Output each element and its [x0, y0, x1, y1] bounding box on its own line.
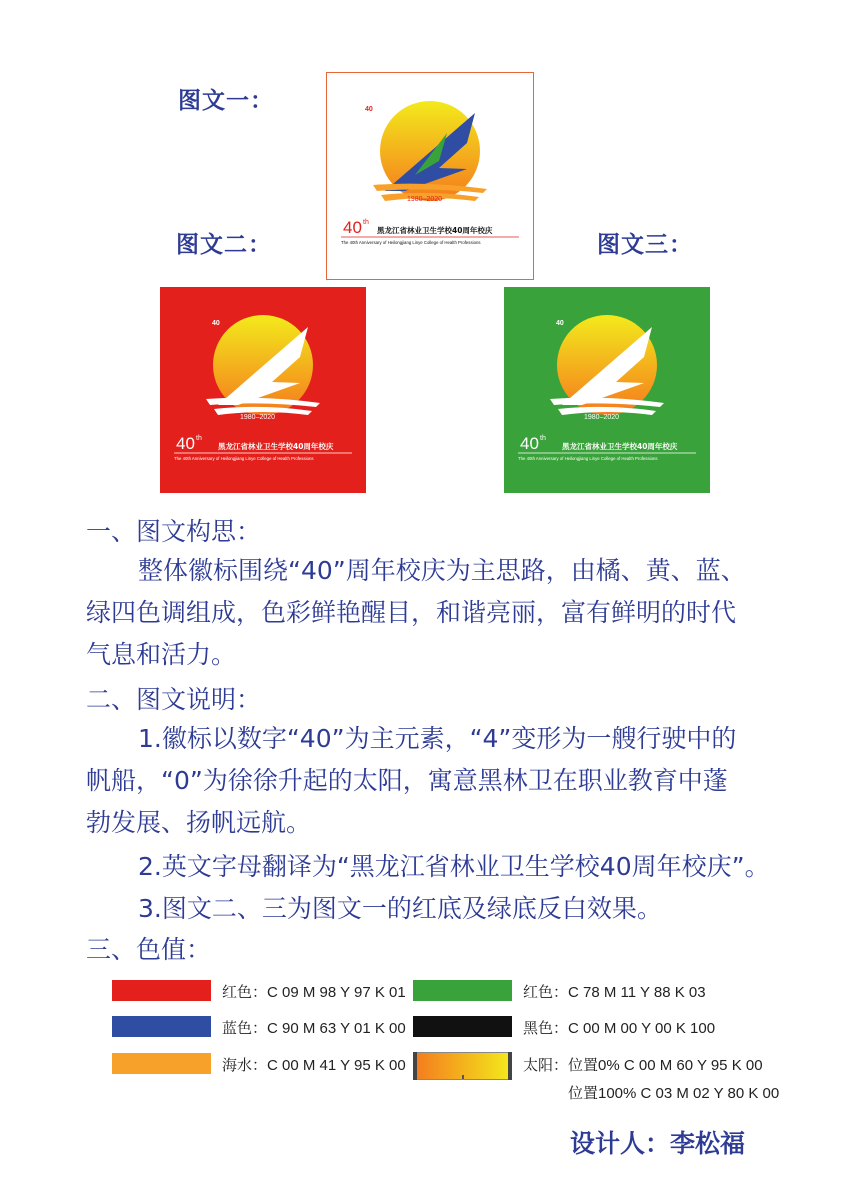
section-2-line: 2.英文字母翻译为“黑龙江省林业卫生学校40周年校庆”。 [138, 852, 770, 881]
section-1-line: 绿四色调组成，色彩鲜艳醒目，和谐亮丽，富有鲜明的时代 [86, 598, 737, 627]
designer-credit: 设计人：李松福 [570, 1129, 746, 1158]
swatch-blue-label: 蓝色：C 90 M 63 Y 01 K 00 [222, 1020, 406, 1037]
svg-text:1980–2020: 1980–2020 [240, 414, 276, 421]
swatch-sun-gradient [413, 1052, 512, 1080]
svg-text:1980–2020: 1980–2020 [584, 414, 620, 421]
section-2-line: 帆船，“0”为徐徐升起的太阳，寓意黑林卫在职业教育中蓬 [86, 766, 728, 795]
svg-text:th: th [540, 435, 546, 442]
swatch-green-label: 红色：C 78 M 11 Y 88 K 03 [523, 984, 706, 1001]
section-1-title: 一、图文构思： [86, 517, 262, 546]
svg-text:40: 40 [343, 218, 362, 237]
section-2-line: 3.图文二、三为图文一的红底及绿底反白效果。 [138, 894, 662, 923]
svg-text:th: th [196, 435, 202, 442]
swatch-sun-label-1: 太阳：位置0% C 00 M 60 Y 95 K 00 [523, 1057, 763, 1074]
swatch-sea-label: 海水：C 00 M 41 Y 95 K 00 [222, 1057, 406, 1074]
swatch-red-label: 红色：C 09 M 98 Y 97 K 01 [222, 984, 406, 1001]
section-2-line: 1.徽标以数字“40”为主元素，“4”变形为一艘行驶中的 [138, 724, 737, 753]
section-3-title: 三、色值： [86, 935, 212, 964]
swatch-red [112, 980, 211, 1001]
logo-graphic-1 [327, 73, 533, 279]
logo-graphic-2 [160, 287, 366, 493]
section-2-title: 二、图文说明： [86, 685, 262, 714]
swatch-black-label: 黑色：C 00 M 00 Y 00 K 100 [523, 1020, 716, 1037]
section-2-line: 勃发展、扬帆远航。 [86, 808, 312, 837]
section-2-body [86, 718, 806, 930]
svg-text:The 40th Anniversary of Heilon: The 40th Anniversary of Heilongjiang Linye College of Health Professions [174, 456, 314, 461]
logo-figure-2 [160, 287, 366, 493]
svg-text:黑龙江省林业卫生学校40周年校庆: 黑龙江省林业卫生学校40周年校庆 [562, 442, 678, 451]
svg-text:黑龙江省林业卫生学校40周年校庆: 黑龙江省林业卫生学校40周年校庆 [218, 442, 334, 451]
fig3-label: 图文三： [597, 232, 693, 258]
section-1-body [86, 550, 806, 676]
fig1-label: 图文一： [178, 88, 274, 114]
swatch-blue [112, 1016, 211, 1037]
logo-figure-3 [504, 287, 710, 493]
svg-text:40: 40 [365, 106, 373, 113]
fig2-label: 图文二： [176, 232, 272, 258]
swatch-sun-label-2: 位置100% C 03 M 02 Y 80 K 00 [568, 1085, 780, 1102]
svg-text:1980–2020: 1980–2020 [407, 196, 443, 203]
svg-text:40: 40 [212, 320, 220, 327]
svg-text:40: 40 [176, 434, 195, 453]
logo-figure-1 [326, 72, 534, 280]
section-1-line: 气息和活力。 [86, 640, 237, 669]
swatch-green [413, 980, 512, 1001]
svg-text:黑龙江省林业卫生学校40周年校庆: 黑龙江省林业卫生学校40周年校庆 [377, 226, 493, 235]
svg-text:40: 40 [556, 320, 564, 327]
logo-graphic-3 [504, 287, 710, 493]
swatch-black [413, 1016, 512, 1037]
section-1-line: 整体徽标围绕“40”周年校庆为主思路，由橘、黄、蓝、 [138, 556, 746, 585]
svg-text:The 40th Anniversary of Heilon: The 40th Anniversary of Heilongjiang Linye College of Health Professions [518, 456, 658, 461]
svg-text:th: th [363, 219, 369, 226]
svg-text:40: 40 [520, 434, 539, 453]
svg-text:The 40th Anniversary of Heilon: The 40th Anniversary of Heilongjiang Linye College of Health Professions [341, 240, 481, 245]
swatch-sea [112, 1053, 211, 1074]
